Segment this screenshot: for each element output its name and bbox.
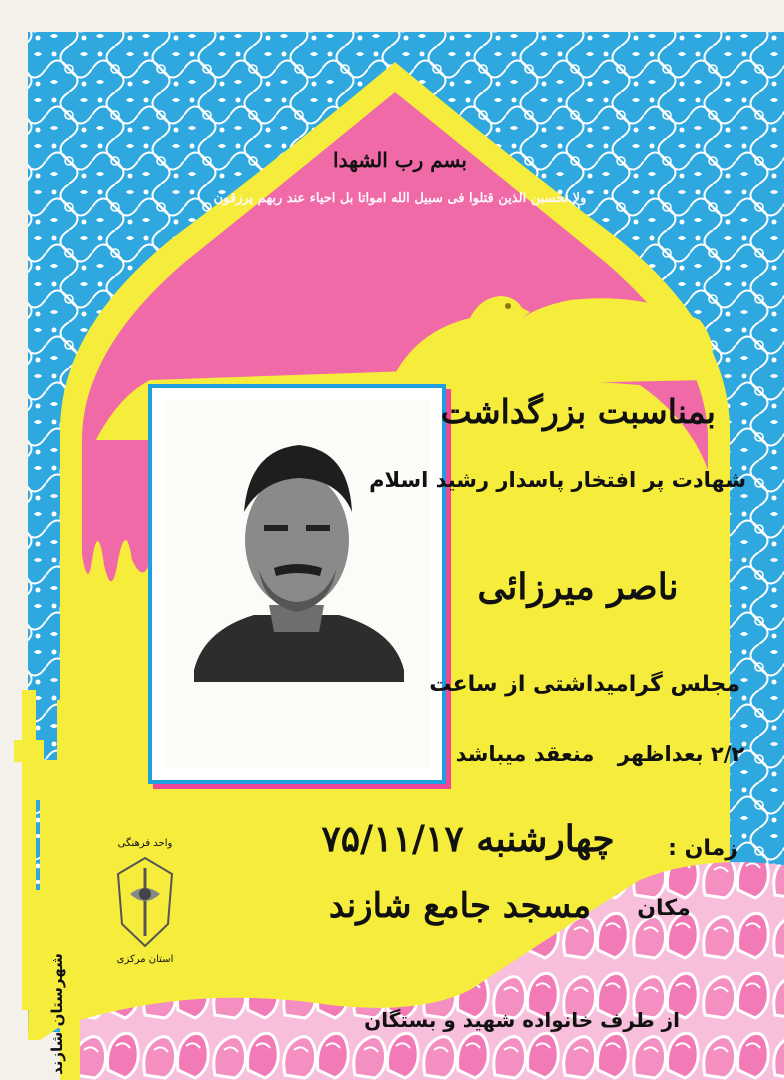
quran-verse: ولا تحسبن الذین قتلوا فی سبیل الله امواتا بل احیاء عند ربهم یرزقون bbox=[213, 191, 587, 206]
ceremony-time: ۲/۲ بعداظهر bbox=[617, 742, 745, 766]
place-value: مسجد جامع شازند bbox=[328, 886, 592, 926]
basmala: بسم رب الشهدا bbox=[333, 148, 467, 172]
portrait-icon bbox=[164, 400, 430, 768]
sepah-emblem-icon bbox=[112, 854, 178, 950]
martyr-photo-frame bbox=[148, 384, 446, 784]
held-text: منعقد میباشد bbox=[455, 742, 595, 766]
date-value: چهارشنبه ۷۵/۱۱/۱۷ bbox=[321, 818, 615, 860]
organizer-line: از طرف خانواده شهید و بستگان bbox=[364, 1008, 680, 1032]
date-label: زمان : bbox=[668, 836, 738, 861]
heading: بمناسبت بزرگداشت bbox=[440, 392, 716, 431]
city-label: شهرستان شازند bbox=[48, 953, 66, 1075]
martyr-photo bbox=[164, 400, 430, 768]
ceremony-line: مجلس گرامیداشتی از ساعت bbox=[429, 672, 740, 697]
logo-bottom-text: استان مرکزی bbox=[116, 954, 174, 965]
place-label: مکان bbox=[637, 896, 691, 921]
logo-top-text: واحد فرهنگی bbox=[117, 838, 173, 849]
sepah-emblem bbox=[100, 838, 190, 998]
martyr-name: ناصر میرزائی bbox=[477, 566, 679, 608]
occasion-line: شهادت پر افتخار پاسدار رشید اسلام bbox=[369, 468, 746, 492]
